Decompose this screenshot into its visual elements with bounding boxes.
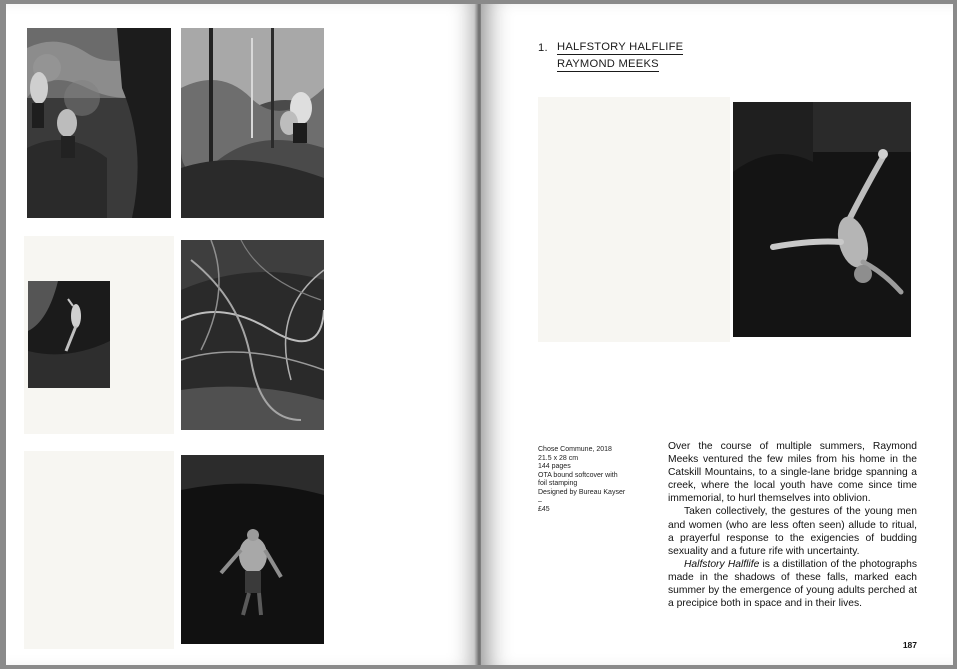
binding-text: OTA bound softcover with [538,471,618,479]
body-text [668,440,917,610]
photo-diver-midair [733,102,911,337]
designer-text: Designed by Bureau Kayser [538,488,626,496]
paragraph-2: Taken collectively, the gestures of the young men and women (who are less often seen) allude to ritual, a prayerful response to the exigencies of budding sexuality and a future rife with uncertainty. [668,506,917,557]
paragraph-3-text: is a distillation of the photographs made in the shadows of these falls, marked each summer by the emergence of young adults perched at a precipice both in space and in their lives. [668,558,917,610]
price-text: £45 [538,506,550,514]
paper-panel [24,451,174,649]
photo-branches [181,240,324,430]
paper-panel [538,97,730,342]
book-title: HALFSTORY HALFLIFE [557,41,684,53]
title-number: 1. [538,42,548,54]
paragraph-3 [668,558,917,610]
photo-climbers-foliage [27,28,171,218]
author-name: RAYMOND MEEKS [557,58,659,70]
book-details [538,446,653,515]
photo-climbers-forest [181,28,324,218]
binding-text-2: foil stamping [538,480,578,488]
paragraph-1: Over the course of multiple summers, Raymond Meeks ventured the few miles from his home in the Catskill Mountains, to a single-lane bridge spanning a creek, where the local youth have come since time immemorial, to hurl themselves into oblivion. [668,441,917,505]
size-text: 21.5 x 28 cm [538,454,579,462]
photo-small-jumper [28,281,110,388]
separator-dash: – [538,497,542,505]
pages-text: 144 pages [538,463,571,471]
page-number: 187 [902,640,917,650]
photo-diver-back [181,455,324,644]
publisher-text: Chose Commune, 2018 [538,446,612,453]
book-title-italic: Halfstory Halflife [684,558,760,570]
